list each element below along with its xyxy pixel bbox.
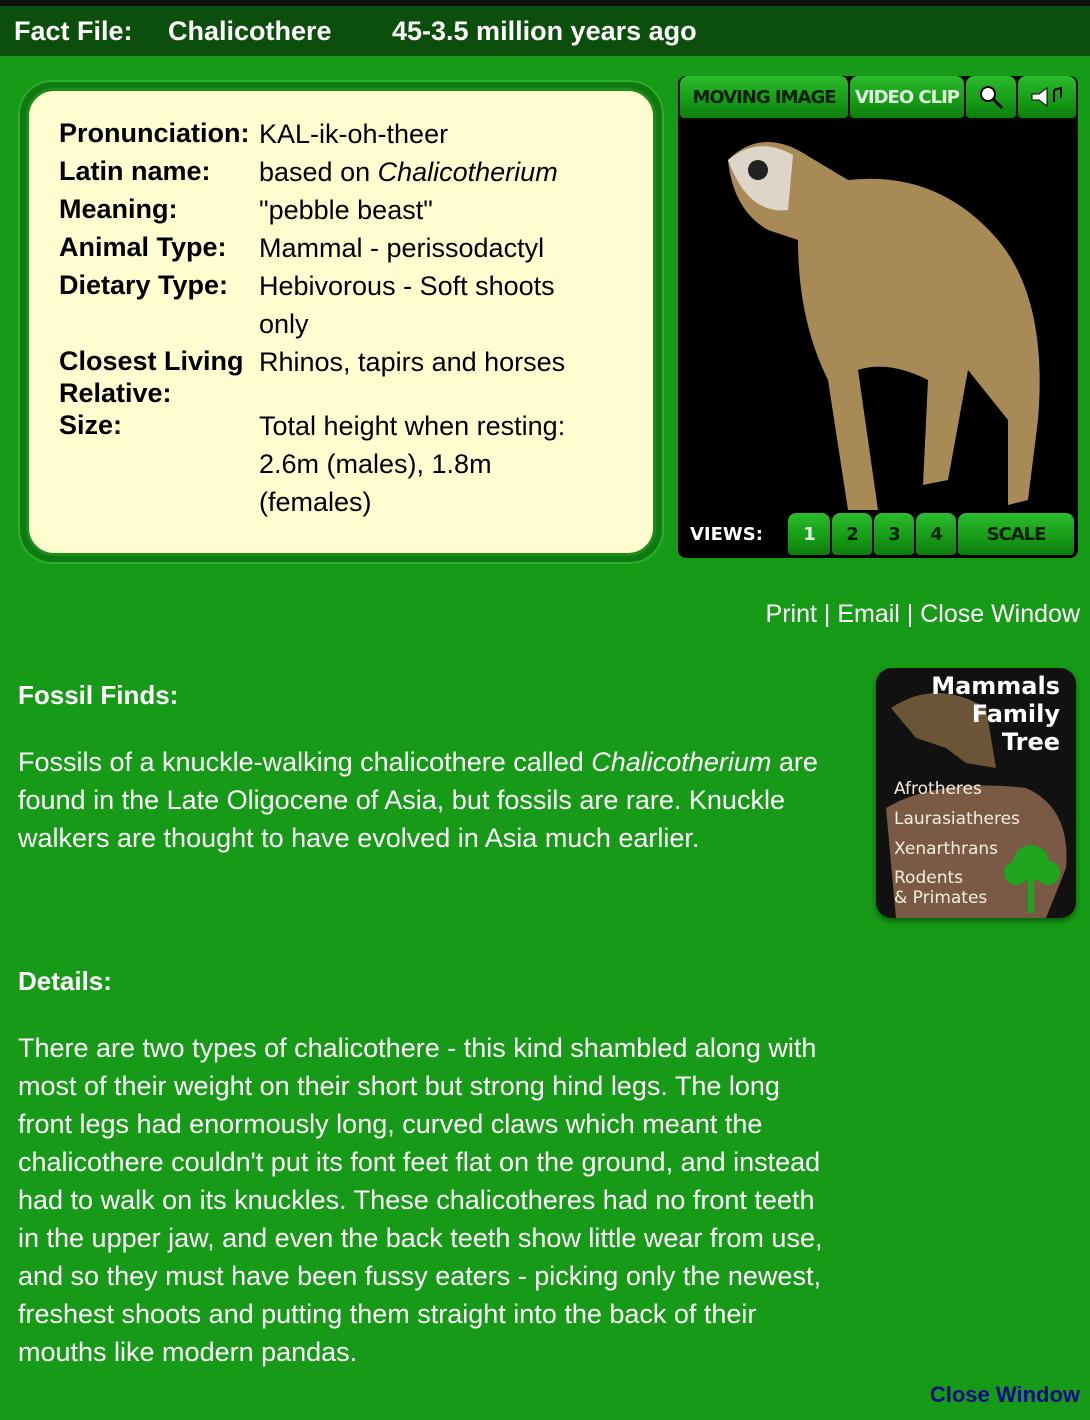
email-link[interactable]: Email [837, 600, 900, 628]
details-heading: Details: [18, 966, 112, 996]
fact-label: Pronunciation: [59, 118, 250, 148]
close-window-link-bottom[interactable]: Close Window [929, 1382, 1080, 1407]
mammals-family-tree-link[interactable] [876, 668, 1076, 918]
fact-value: Total height when resting: 2.6m (males), 1.8m (females) [259, 411, 566, 517]
tree-title: Tree [1001, 728, 1060, 756]
fact-value: Rhinos, tapirs and horses [259, 347, 566, 377]
fact-label: Closest Living Relative: [59, 346, 244, 408]
print-link[interactable]: Print [765, 600, 817, 628]
views-bar [678, 510, 1078, 558]
tree-item-laurasiatheres[interactable]: Laurasiatheres [894, 809, 1020, 829]
video-clip-tab[interactable]: VIDEO CLIP [850, 76, 964, 118]
fact-label: Meaning: [59, 194, 178, 224]
view-1-button[interactable]: 1 [788, 513, 830, 555]
close-window-link[interactable]: Close Window [920, 600, 1080, 628]
views-label: VIEWS: [690, 523, 763, 545]
tree-item-xenarthrans[interactable]: Xenarthrans [894, 839, 999, 859]
tree-item-afrotheres[interactable]: Afrotheres [894, 779, 982, 799]
fossil-finds-heading: Fossil Finds: [18, 680, 179, 710]
view-4-button[interactable]: 4 [916, 513, 956, 555]
fact-value: Hebivorous - Soft shoots only [259, 271, 555, 339]
link-separator: | [816, 600, 838, 628]
tree-item-rodents[interactable]: Rodents [894, 868, 963, 888]
link-separator: | [899, 600, 921, 628]
fact-label: Dietary Type: [59, 270, 229, 300]
fact-file-header [0, 6, 1090, 56]
fact-value: Mammal - perissodactyl [259, 233, 545, 263]
fact-value [259, 153, 599, 191]
animal-media-viewer [678, 76, 1078, 558]
fact-value-text: based on [259, 157, 378, 187]
speaker-music-icon[interactable] [1018, 76, 1076, 118]
media-toolbar [678, 76, 1076, 120]
tree-title: Mammals [931, 672, 1060, 700]
animal-name: Chalicothere [168, 15, 332, 46]
header-label: Fact File: [14, 15, 133, 46]
tree-item-primates[interactable]: & Primates [894, 888, 988, 908]
chalicothere-image [708, 120, 1068, 510]
view-2-button[interactable]: 2 [832, 513, 872, 555]
fact-value-italic: Chalicotherium [377, 157, 558, 187]
magnifier-icon[interactable] [966, 76, 1016, 118]
fact-panel [18, 80, 664, 564]
fact-value: KAL-ik-oh-theer [259, 119, 449, 149]
fossil-text-italic: Chalicotherium [591, 747, 772, 777]
scale-button[interactable]: SCALE [958, 513, 1074, 555]
fossil-finds-text [18, 743, 838, 857]
tree-title: Family [971, 700, 1060, 728]
details-text: There are two types of chalicothere - this kind shambled along with most of their weight on their short but strong hind legs. The long front legs had enormously long, curved claws which meant the chalicothere couldn't put its font feet flat on the ground, and instead had to walk on its knuckles. These chalicotheres had no front teeth in the upper jaw, and even the back teeth show little wear from use, and so they must have been fussy eaters - picking only the newest, freshest shoots and putting them straight into the back of their mouths like modern pandas. [18, 1033, 823, 1367]
moving-image-tab[interactable]: MOVING IMAGE [680, 76, 848, 118]
fact-label: Animal Type: [59, 232, 227, 262]
fossil-text: Fossils of a knuckle-walking chalicothere called [18, 747, 592, 777]
fossil-text: are found in the Late Oligocene of Asia, but fossils are rare. Knuckle walkers are thought to have evolved in Asia much earlier. [18, 747, 818, 853]
fact-value: "pebble beast" [259, 195, 433, 225]
fact-label: Size: [59, 410, 123, 440]
fact-label: Latin name: [59, 156, 211, 186]
window-links [766, 600, 1080, 629]
time-period: 45-3.5 million years ago [392, 15, 697, 46]
view-3-button[interactable]: 3 [874, 513, 914, 555]
